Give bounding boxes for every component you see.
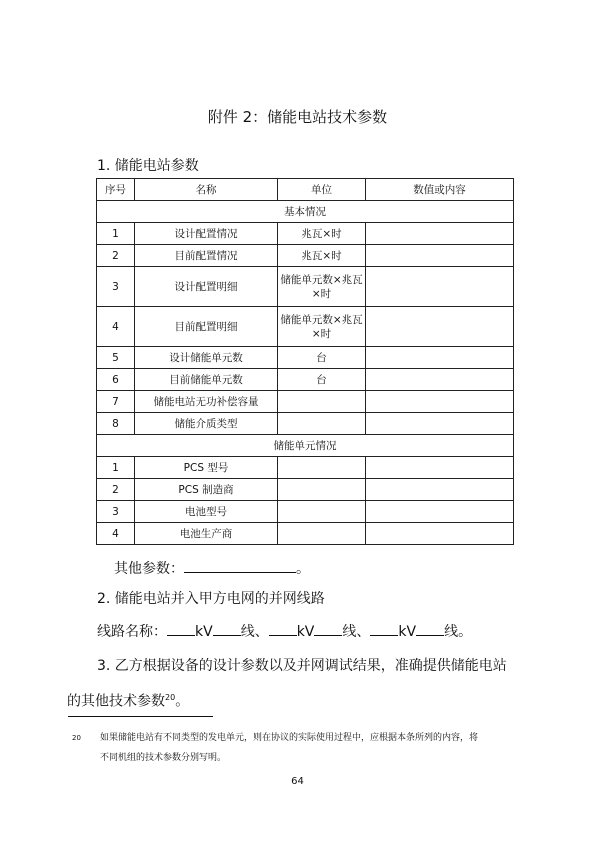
blank: [314, 621, 342, 636]
row-unit: 台: [278, 369, 366, 391]
row-unit: 兆瓦×时: [278, 245, 366, 267]
page-number: 64: [291, 776, 304, 787]
row-no: 1: [97, 457, 135, 479]
blank: [213, 621, 241, 636]
row-name: 设计配置情况: [135, 223, 278, 245]
row-value: [366, 501, 514, 523]
row-value: [366, 413, 514, 435]
kv-unit: kV: [296, 624, 315, 640]
section-3-end: 。: [175, 693, 190, 710]
row-no: 1: [97, 223, 135, 245]
row-value: [366, 391, 514, 413]
header-unit: 单位: [278, 179, 366, 201]
row-no: 3: [97, 501, 135, 523]
row-no: 4: [97, 523, 135, 545]
section-3-line-1: 3. 乙方根据设备的设计参数以及并网调试结果，准确提供储能电站: [97, 658, 507, 674]
row-name: 电池型号: [135, 501, 278, 523]
group-basic-heading: 基本情况: [97, 201, 514, 223]
row-no: 6: [97, 369, 135, 391]
row-name: PCS 制造商: [135, 479, 278, 501]
row-no: 2: [97, 245, 135, 267]
footnote-ref: 20: [165, 693, 176, 702]
table-row: [97, 457, 514, 479]
row-no: 7: [97, 391, 135, 413]
row-value: [366, 347, 514, 369]
row-unit: 储能单元数×兆瓦×时: [278, 307, 366, 347]
table-row: [97, 223, 514, 245]
section-3-text: 的其他技术参数: [67, 693, 165, 710]
table-row: [97, 391, 514, 413]
row-unit: [278, 413, 366, 435]
header-name: 名称: [135, 179, 278, 201]
row-name: 目前配置明细: [135, 307, 278, 347]
table-row: [97, 307, 514, 347]
row-unit: [278, 391, 366, 413]
row-name: 储能介质类型: [135, 413, 278, 435]
footnote-separator: [68, 716, 213, 717]
table-row: [97, 413, 514, 435]
row-value: [366, 245, 514, 267]
header-no: 序号: [97, 179, 135, 201]
row-unit: [278, 479, 366, 501]
row-unit: [278, 523, 366, 545]
table-row: [97, 369, 514, 391]
line-names-end: 。: [458, 624, 473, 640]
row-no: 4: [97, 307, 135, 347]
section-3-line-2: [67, 682, 517, 718]
xian-label: 线: [240, 624, 255, 640]
row-unit: 台: [278, 347, 366, 369]
table-row: [97, 347, 514, 369]
footnote: [72, 728, 542, 768]
row-unit: [278, 501, 366, 523]
row-value: [366, 307, 514, 347]
separator: 、: [356, 624, 371, 640]
kv-unit: kV: [398, 624, 417, 640]
row-name: PCS 型号: [135, 457, 278, 479]
parameters-table: [96, 178, 514, 545]
line-names-label: 线路名称：: [97, 624, 167, 640]
row-name: 目前配置情况: [135, 245, 278, 267]
table-row: [97, 245, 514, 267]
row-value: [366, 523, 514, 545]
header-value: 数值或内容: [366, 179, 514, 201]
row-no: 5: [97, 347, 135, 369]
row-unit: 储能单元数×兆瓦×时: [278, 267, 366, 307]
row-no: 8: [97, 413, 135, 435]
row-value: [366, 267, 514, 307]
row-name: 目前储能单元数: [135, 369, 278, 391]
table-row: [97, 523, 514, 545]
row-name: 设计配置明细: [135, 267, 278, 307]
table-header-row: [97, 179, 514, 201]
row-value: [366, 369, 514, 391]
row-unit: 兆瓦×时: [278, 223, 366, 245]
other-params-label: 其他参数：: [114, 561, 184, 577]
table-row: [97, 479, 514, 501]
row-name: 设计储能单元数: [135, 347, 278, 369]
row-no: 3: [97, 267, 135, 307]
other-params-line: [114, 558, 310, 578]
blank: [416, 621, 444, 636]
section-1-heading: 1. 储能电站参数: [97, 158, 199, 174]
blank: [269, 621, 297, 636]
table-row: [97, 501, 514, 523]
blank: [370, 621, 398, 636]
section-2-heading: 2. 储能电站并入甲方电网的并网线路: [97, 591, 325, 607]
row-unit: [278, 457, 366, 479]
footnote-line-1: 如果储能电站有不同类型的发电单元，则在协议的实际使用过程中，应根据本条所列的内容，将: [100, 733, 479, 743]
blank: [167, 621, 195, 636]
row-name: 电池生产商: [135, 523, 278, 545]
xian-label: 线: [342, 624, 357, 640]
other-params-end: 。: [296, 561, 310, 577]
xian-label: 线: [444, 624, 459, 640]
row-name: 储能电站无功补偿容量: [135, 391, 278, 413]
separator: 、: [254, 624, 269, 640]
row-no: 2: [97, 479, 135, 501]
section-3-paragraph: [67, 651, 517, 718]
group-unit-heading: 储能单元情况: [97, 435, 514, 457]
table-row: [97, 267, 514, 307]
page-title: 附件 2：储能电站技术参数: [207, 108, 388, 126]
footnote-mark: 20: [72, 734, 81, 742]
other-params-blank: [184, 558, 296, 573]
footnote-line-2: 不同机组的技术参数分别写明。: [100, 753, 227, 763]
row-value: [366, 457, 514, 479]
kv-unit: kV: [195, 624, 213, 640]
row-value: [366, 479, 514, 501]
line-names-row: [97, 621, 472, 641]
row-value: [366, 223, 514, 245]
